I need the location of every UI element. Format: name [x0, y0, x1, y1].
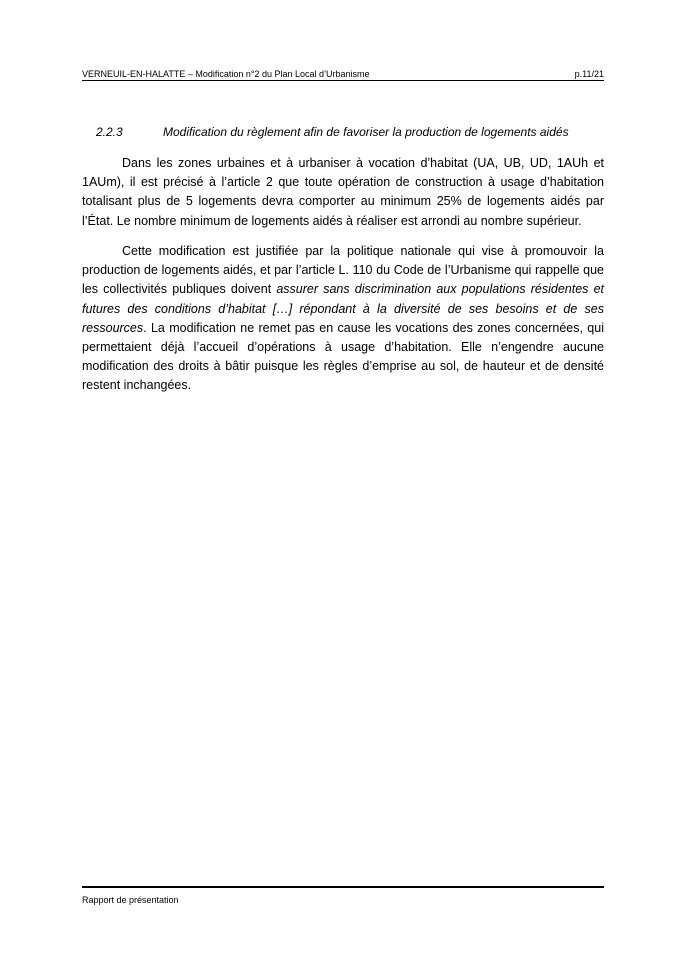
- paragraph-2-quote: assurer sans discrimination aux populations résidentes et futures des conditions d’habitat […] répondant à la diversité de ses besoins et de ses ressources: [82, 282, 605, 335]
- paragraph-2-text: [82, 242, 604, 396]
- paragraph-2: [82, 242, 604, 396]
- section-title: Modification du règlement afin de favoriser la production de logements aidés: [163, 125, 569, 139]
- footer-label: Rapport de présentation: [82, 895, 179, 905]
- document-title: VERNEUIL-EN-HALATTE – Modification n°2 du Plan Local d’Urbanisme: [82, 69, 370, 79]
- footer-divider: [82, 886, 604, 888]
- paragraph-1-text: Dans les zones urbaines et à urbaniser à vocation d’habitat (UA, UB, UD, 1AUh et 1AUm), il est précisé à l’article 2 que toute opération de construction à usage d’habitation totalisant plus de 5 logements devra comporter au minimum 25% de logements aidés par l’État. Le nombre minimum de logements aidés à réaliser est arrondi au nombre supérieur.: [82, 156, 604, 228]
- header-divider: [82, 80, 604, 81]
- paragraph-1: [82, 154, 604, 231]
- section-number: 2.2.3: [96, 125, 123, 139]
- paragraph-2-outro: . La modification ne remet pas en cause les vocations des zones concernées, qui permettaient déjà l’accueil d’opérations à usage d’habitation. Elle n’engendre aucune modification des droits à bâtir puisque les règles d’emprise au sol, de hauteur et de densité restent inchangées.: [82, 320, 604, 393]
- paragraph-2-intro: Cette modification est justifiée par la politique nationale qui vise à promouvoir la production de logements aidés, et par l’article L. 110 du Code de l’Urbanisme qui rappelle que les collectivités publiques doivent: [82, 244, 604, 297]
- page-number: p.11/21: [574, 69, 604, 79]
